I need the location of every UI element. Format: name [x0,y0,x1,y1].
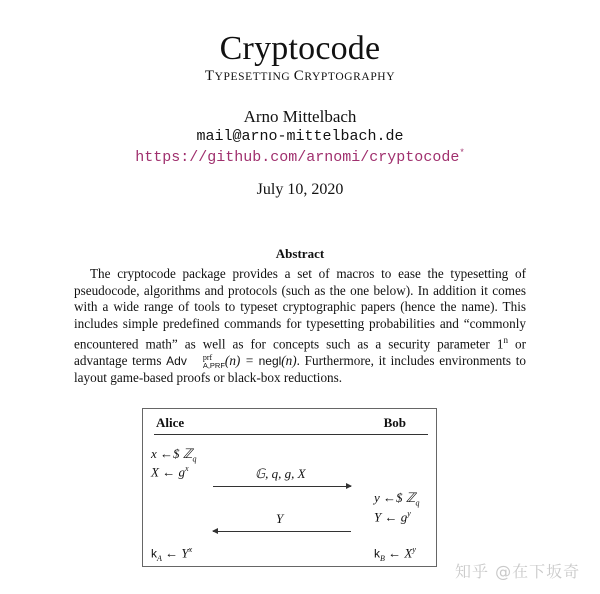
message-2-label: Y [276,511,284,526]
abstract-body: The cryptocode package provides a set of macros to ease the typesetting of pseudocode, algorithms and protocols (such as the one below). In addition it comes with a wide range of tools to typeset cryptographic papers (hence the name). This includes simple predefined commands for typesetting probabilities and “commonly encountered math” as well as for concepts such as a security parameter 1$^n$ or advantage terms Adv prf A,PRF (n) = negl(n). Furthermore, it includes environments to layout game-based proofs or black-box reductions. [74,266,526,386]
bob-key: $k_B$ ← $X^y$ [374,545,416,563]
document-title: Cryptocode [219,30,381,67]
document-subtitle: TYPESETTING CRYPTOGRAPHY [204,68,396,84]
arrow-right-icon [213,486,351,487]
protocol-diagram [142,408,437,567]
header-rule [154,434,428,435]
alice-key: $k_A$ ← $Y^x$ [151,545,193,563]
footnote-mark: * [459,148,465,158]
alice-step-2: X ← $g^x$ [151,464,189,480]
bob-step-1: y ←$ ℤ$_q$ [374,490,420,508]
bob-step-2: Y ← $g^y$ [374,509,411,525]
document-date: July 10, 2020 [256,181,344,198]
author-email[interactable]: mail@arno-mittelbach.de [196,128,404,145]
party-alice: Alice [156,415,185,430]
author-name: Arno Mittelbach [243,107,357,126]
watermark: 知乎 @在下坂奇 [455,562,581,581]
message-1-label: 𝔾, q, g, X [255,466,306,481]
abstract-heading: Abstract [275,246,325,261]
arrow-left-icon [213,531,351,532]
party-bob: Bob [383,415,406,430]
project-url[interactable]: https://github.com/arnomi/cryptocode* [135,148,465,166]
alice-step-1: x ←$ ℤ$_q$ [151,446,197,464]
